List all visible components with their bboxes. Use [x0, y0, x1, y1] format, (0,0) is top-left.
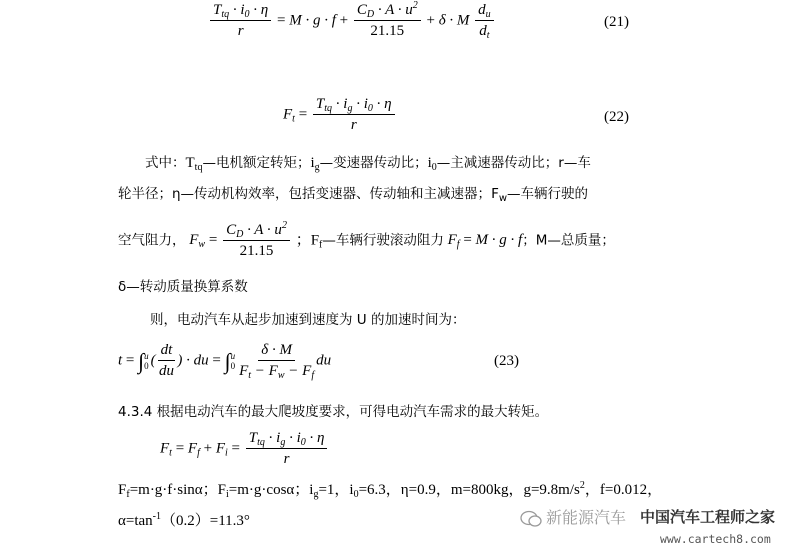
symbol-definitions-line3: 空气阻力， $F_w$ = $\frac{C_D \cdot A \cdot u^2}{21.15}$ ；$F_f—$车辆行驶滚动阻力 $F_f = M \cdot g \cdot f$；M—总质量； — [118, 220, 615, 259]
symbol-definitions-line1: 式中：$T_{tq}—$电机额定转矩；$i_g—$变速器传动比；$i_0—$主减速器传动比；r—车 — [145, 155, 591, 173]
parameters-line1: $F_f=m\cdot g\cdot f\cdot\sin\alpha$；$F_i=m\cdot g\cdot\cos\alpha$；$i_g=1$，$i_0=6.3$，η=0.9，m=800kg，$g=9.8m/s^2$，f=0.012， — [118, 480, 663, 500]
parameters-line2: $\alpha=\tan^{-1}(0.2)=11.3^\circ$ — [118, 511, 250, 529]
equation-21-number: (21) — [604, 14, 629, 30]
section-4-3-4: 4.3.4 根据电动汽车的最大爬坡度要求，可得电动汽车需求的最大转矩。 — [118, 404, 549, 420]
symbol-definitions-line2: 轮半径；η—传动机构效率，包括变速器、传动轴和主减速器；$F_w—$车辆行驶的 — [118, 186, 589, 204]
wechat-icon — [520, 510, 542, 528]
equation-23: t = ∫ u 0 ( $\frac{dt}{du}$ ) · du = ∫ u 0 $\frac{\delta \cdot M}{F_t - F_w - F_f}$ du — [118, 342, 332, 381]
equation-21: $\frac{T_{tq} \cdot i_0 \cdot \eta}{r}$ = M · g · f + $\frac{C_D \cdot A \cdot u^2}{21.15}$ + δ · M $\frac{d_u}{d_t}$ — [208, 2, 496, 40]
equation-22-number: (22) — [604, 109, 629, 125]
equation-22: $F_t$ = $\frac{T_{tq} \cdot i_g \cdot i_0 \cdot \eta}{r}$ — [283, 96, 397, 134]
symbol-definitions-line4: δ—转动质量换算系数 — [118, 279, 248, 295]
watermark-channel: 新能源汽车 — [546, 508, 627, 527]
equation-23-number: (23) — [494, 353, 519, 369]
watermark — [520, 505, 626, 528]
watermark-url: www.cartech8.com — [660, 532, 771, 546]
equation-max-torque: $F_t = F_f + F_i$ = $\frac{T_{tq} \cdot i_g \cdot i_0 \cdot \eta}{r}$ — [160, 430, 329, 468]
watermark-brand: 中国汽车工程师之家 — [640, 508, 776, 526]
acceleration-intro: 则，电动汽车从起步加速到速度为 U 的加速时间为： — [150, 312, 466, 328]
